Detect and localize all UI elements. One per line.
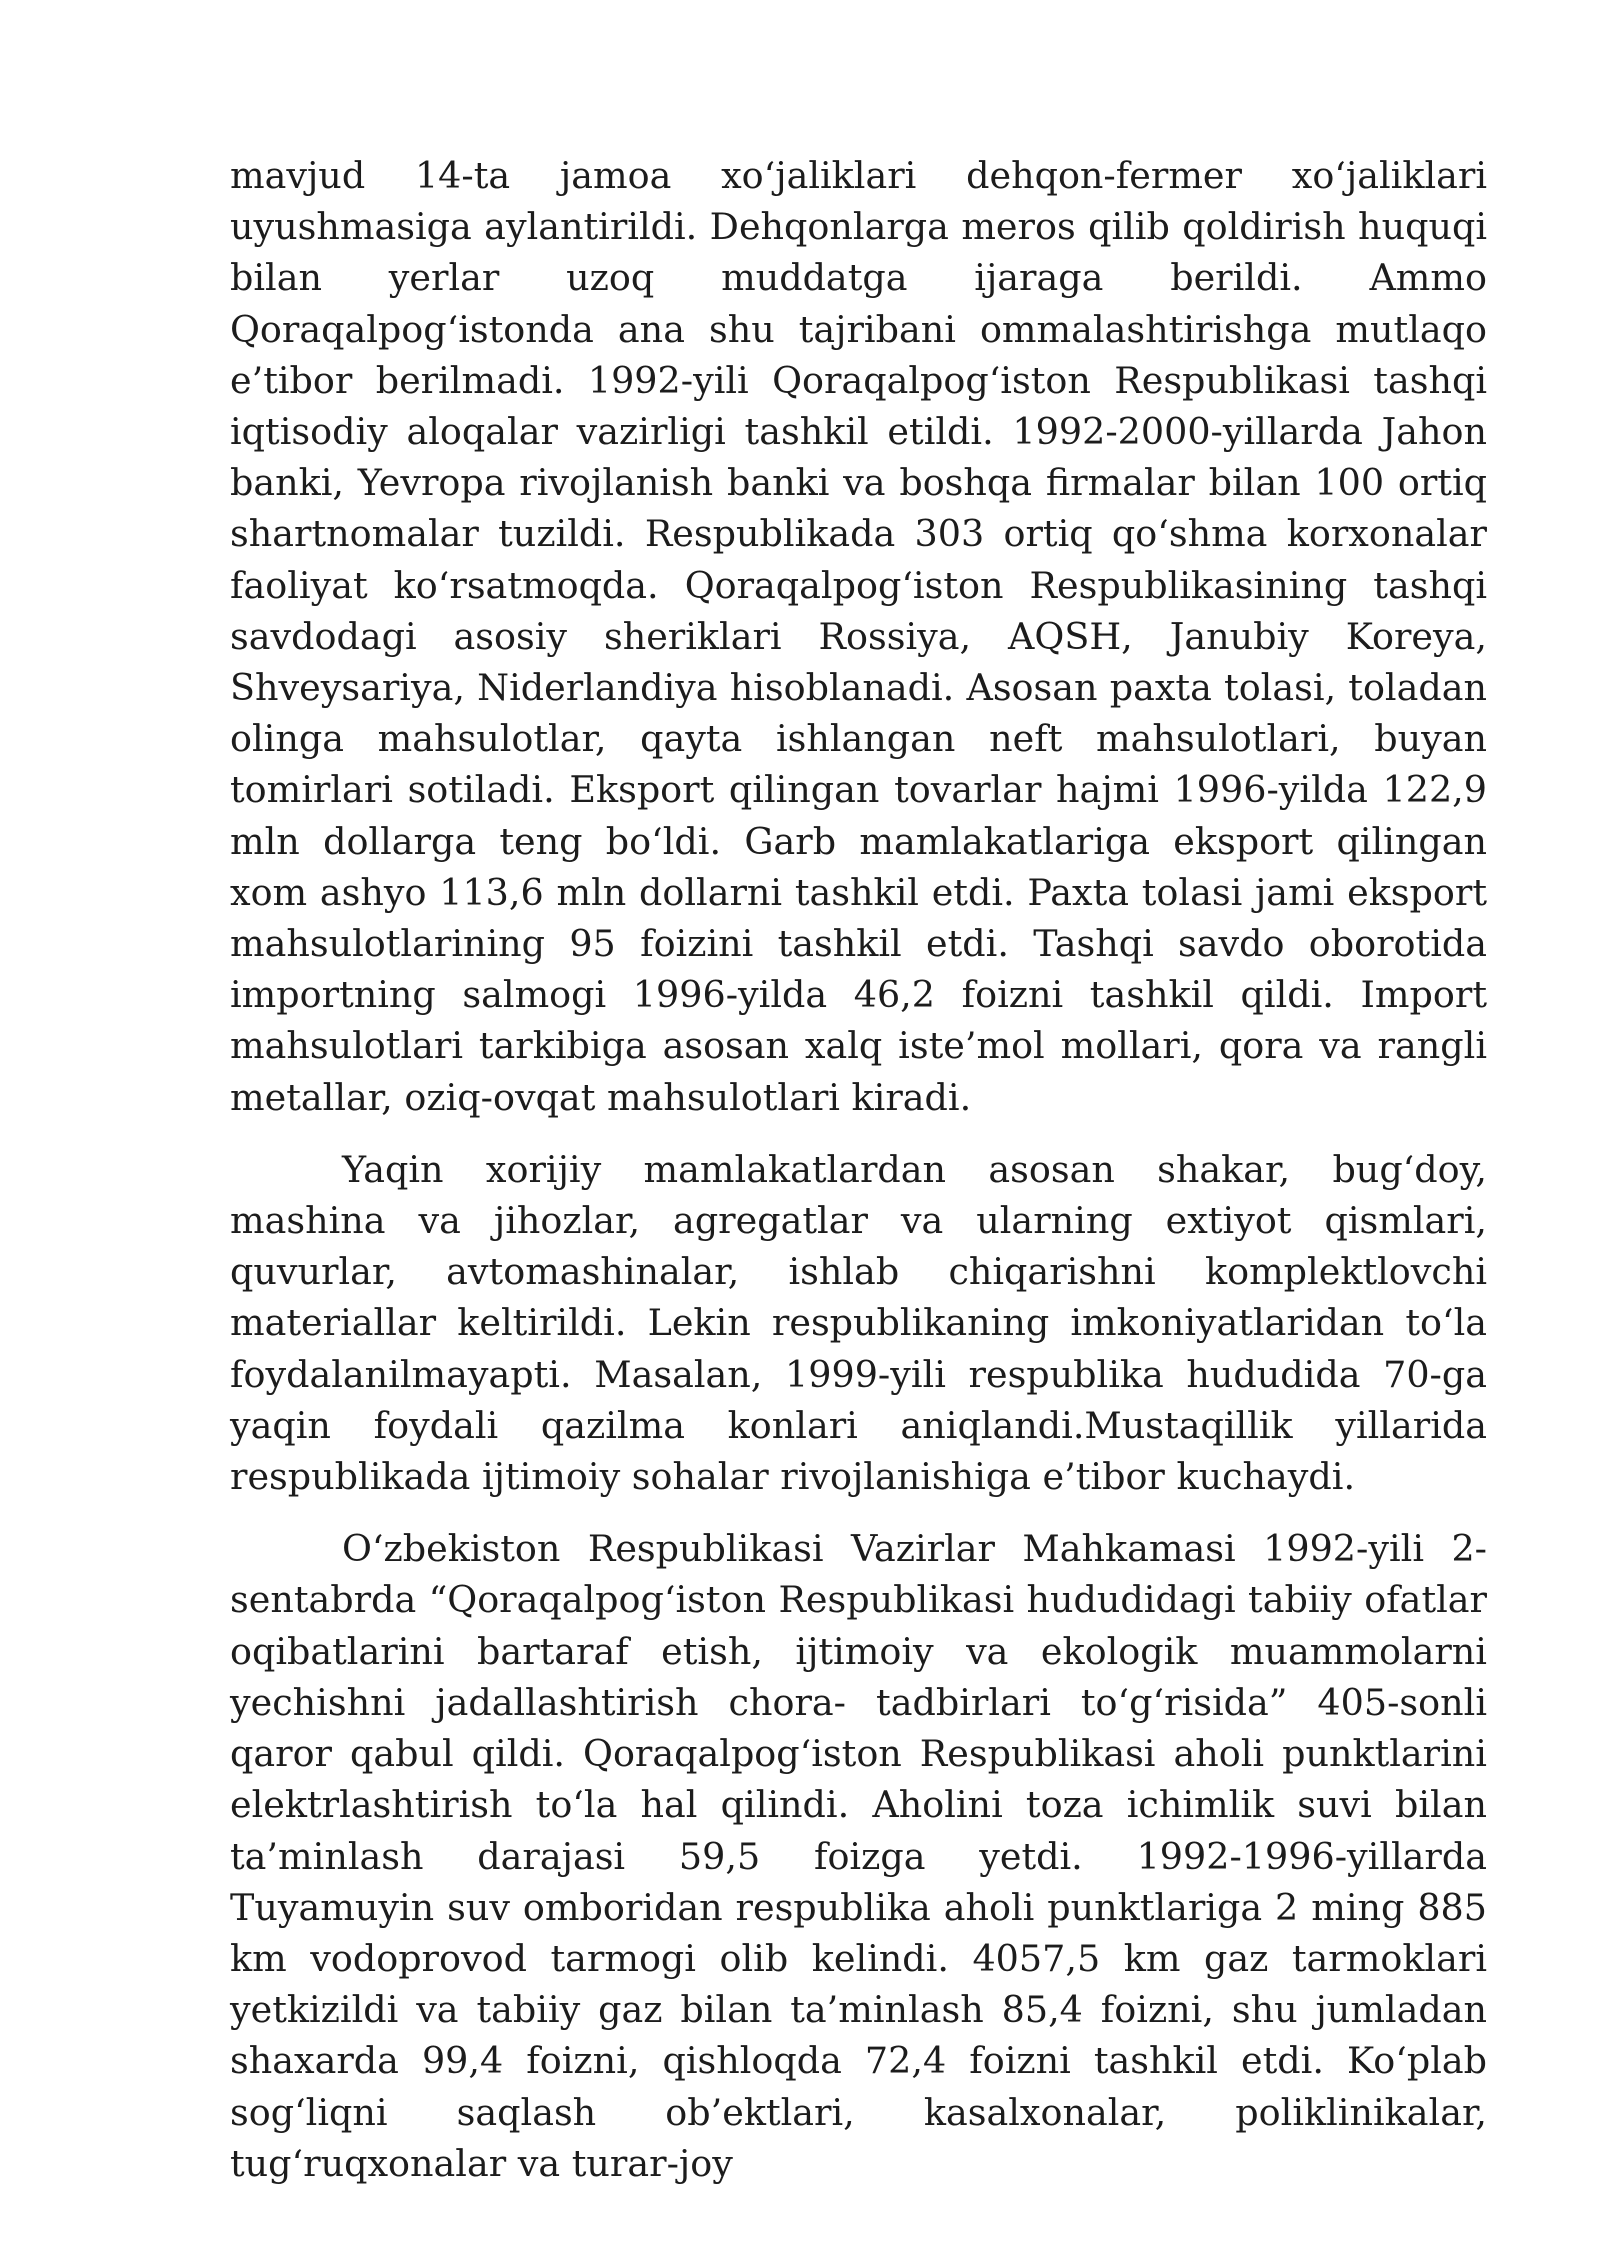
document-page — [230, 150, 1487, 2210]
paragraph-1: mavjud 14-ta jamoa xo‘jaliklari dehqon-fermer xo‘jaliklari uyushmasiga aylantirildi. Dehqonlarga meros qilib qoldirish huquqi bilan yerlar uzoq muddatga ijaraga berildi. Ammo Qoraqalpog‘istonda ana shu tajribani ommalashtirishga mutlaqo e’tibor berilmadi. 1992-yili Qoraqalpog‘iston Respublikasi tashqi iqtisodiy aloqalar vazirligi tashkil etildi. 1992-2000-yillarda Jahon banki, Yevropa rivojlanish banki va boshqa firmalar bilan 100 ortiq shartnomalar tuzildi. Respublikada 303 ortiq qo‘shma korxonalar faoliyat ko‘rsatmoqda. Qoraqalpog‘iston Respublikasining tashqi savdodagi asosiy sheriklari Rossiya, AQSH, Janubiy Koreya, Shveysariya, Niderlandiya hisoblanadi. Asosan paxta tolasi, toladan olinga mahsulotlar, qayta ishlangan neft mahsulotlari, buyan tomirlari sotiladi. Eksport qilingan tovarlar hajmi 1996-yilda 122,9 mln dollarga teng bo‘ldi. Garb mamlakatlariga eksport qilingan xom ashyo 113,6 mln dollarni tashkil etdi. Paxta tolasi jami eksport mahsulotlarining 95 foizini tashkil etdi. Tashqi savdo oborotida importning salmogi 1996-yilda 46,2 foizni tashkil qildi. Import mahsulotlari tarkibiga asosan xalq iste’mol mollari, qora va rangli metallar, oziq-ovqat mahsulotlari kiradi. — [230, 154, 1487, 1119]
paragraph-3: O‘zbekiston Respublikasi Vazirlar Mahkamasi 1992-yili 2-sentabrda “Qoraqalpog‘iston Respublikasi hududidagi tabiiy ofatlar oqibatlarini bartaraf etish, ijtimoiy va ekologik muammolarni yechishni jadallashtirish chora- tadbirlari to‘g‘risida” 405-sonli qaror qabul qildi. Qoraqalpog‘iston Respublikasi aholi punktlarini elektrlashtirish to‘la hal qilindi. Aholini toza ichimlik suvi bilan ta’minlash darajasi 59,5 foizga yetdi. 1992-1996-yillarda Tuyamuyin suv omboridan respublika aholi punktlariga 2 ming 885 km vodoprovod tarmogi olib kelindi. 4057,5 km gaz tarmoklari yetkizildi va tabiiy gaz bilan ta’minlash 85,4 foizni, shu jumladan shaxarda 99,4 foizni, qishloqda 72,4 foizni tashkil etdi. Ko‘plab sog‘liqni saqlash ob’ektlari, kasalxonalar, poliklinikalar, tug‘ruqxonalar va turar-joy — [230, 1527, 1487, 2185]
paragraph-2: Yaqin xorijiy mamlakatlardan asosan shakar, bug‘doy, mashina va jihozlar, agregatlar va ularning extiyot qismlari, quvurlar, avtomashinalar, ishlab chiqarishni komplektlovchi materiallar keltirildi. Lekin respublikaning imkoniyatlaridan to‘la foydalanilmayapti. Masalan, 1999-yili respublika hududida 70-ga yaqin foydali qazilma konlari aniqlandi.Mustaqillik yillarida respublikada ijtimoiy sohalar rivojlanishiga e’tibor kuchaydi. — [230, 1147, 1487, 1499]
